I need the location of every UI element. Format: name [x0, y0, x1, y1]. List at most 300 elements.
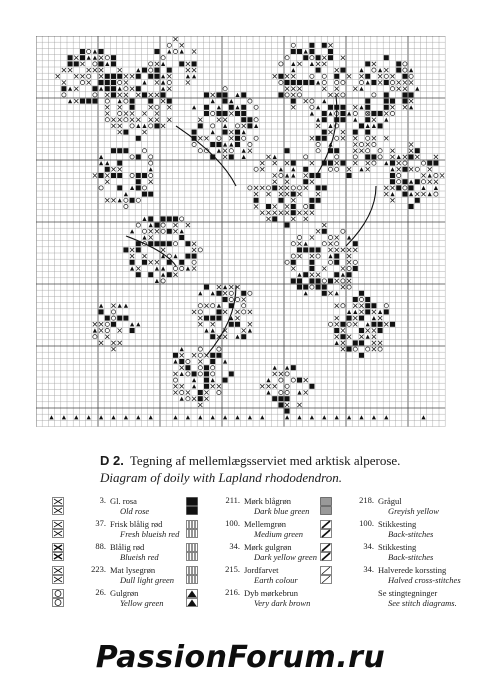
stitch-cross — [279, 186, 283, 190]
stitch-solid — [297, 247, 302, 252]
stitch-cross — [223, 291, 227, 295]
stitch-ring — [366, 347, 370, 351]
stitch-ring — [297, 93, 301, 97]
stitch-triangle — [142, 124, 146, 128]
stitch-ring — [335, 155, 339, 159]
stitch-solid — [316, 55, 321, 60]
stitch-cross — [273, 161, 277, 165]
stitch-solid — [235, 322, 240, 327]
stitch-ring — [161, 223, 165, 227]
legend-label — [378, 496, 439, 516]
stitch-cross — [347, 254, 351, 258]
stitch-cross — [397, 161, 401, 165]
stitch-solid — [396, 68, 401, 73]
stitch-cross — [347, 74, 351, 78]
stitch-cross — [415, 192, 419, 196]
stitch-ring — [285, 56, 289, 60]
stitch-triangle — [304, 49, 308, 53]
stitch-cross — [285, 161, 289, 165]
stitch-ring — [248, 99, 252, 103]
stitch-ring — [322, 80, 326, 84]
stitch-ring — [186, 372, 190, 376]
stitch-solid — [210, 334, 215, 339]
legend-column — [52, 496, 187, 611]
stitch-triangle — [186, 266, 190, 270]
stitch-cross — [87, 80, 91, 84]
stitch-cross — [149, 118, 153, 122]
stitch-solid — [204, 365, 209, 370]
stitch-cross — [130, 87, 134, 91]
stitch-solid — [241, 105, 246, 110]
stitch-cross — [74, 74, 78, 78]
stitch-solid — [291, 365, 296, 370]
stitch-ring — [198, 347, 202, 351]
stitch-ring — [279, 173, 283, 177]
stitch-solid — [272, 185, 277, 190]
stitch-cross — [403, 80, 407, 84]
stitch-ring — [161, 56, 165, 60]
stitch-ring — [372, 142, 376, 146]
stitch-solid — [111, 148, 116, 153]
legend-swatch-icon — [52, 543, 64, 561]
stitch-cross — [304, 390, 308, 394]
stitch-ring — [291, 186, 295, 190]
stitch-cross — [335, 248, 339, 252]
stitch-cross — [353, 161, 357, 165]
stitch-solid — [204, 384, 209, 389]
stitch-solid — [390, 161, 395, 166]
stitch-cross — [310, 254, 314, 258]
stitch-ring — [297, 186, 301, 190]
stitch-solid — [223, 297, 228, 302]
stitch-solid — [142, 260, 147, 265]
stitch-solid — [384, 55, 389, 60]
stitch-triangle — [118, 99, 122, 103]
stitch-cross — [99, 56, 103, 60]
stitch-triangle — [421, 186, 425, 190]
stitch-solid — [334, 254, 339, 259]
stitch-triangle — [87, 415, 91, 419]
stitch-solid — [322, 291, 327, 296]
stitch-triangle — [99, 415, 103, 419]
stitch-cross — [273, 384, 277, 388]
stitch-cross — [266, 192, 270, 196]
stitch-cross — [260, 384, 264, 388]
stitch-cross — [167, 118, 171, 122]
stitch-ring — [124, 204, 128, 208]
stitch-solid — [384, 92, 389, 97]
legend-item — [186, 542, 321, 565]
stitch-cross — [341, 248, 345, 252]
stitch-solid — [309, 384, 314, 389]
stitch-cross — [192, 49, 196, 53]
stitch-triangle — [297, 390, 301, 394]
stitch-solid — [316, 68, 321, 73]
legend-label — [244, 565, 298, 585]
legend — [52, 496, 462, 611]
stitch-ring — [328, 260, 332, 264]
stitch-ring — [167, 43, 171, 47]
stitch-cross — [353, 248, 357, 252]
stitch-cross — [328, 43, 332, 47]
stitch-cross — [384, 111, 388, 115]
stitch-ring — [310, 99, 314, 103]
stitch-cross — [248, 149, 252, 153]
stitch-ring — [403, 186, 407, 190]
stitch-cross — [285, 403, 289, 407]
stitch-cross — [291, 266, 295, 270]
stitch-cross — [285, 180, 289, 184]
stitch-triangle — [353, 310, 357, 314]
stitch-solid — [192, 371, 197, 376]
stitch-triangle — [291, 167, 295, 171]
stitch-solid — [359, 291, 364, 296]
stitch-cross — [372, 341, 376, 345]
stitch-cross — [366, 111, 370, 115]
stitch-triangle — [186, 415, 190, 419]
stitch-solid — [105, 167, 110, 172]
stitch-ring — [180, 390, 184, 394]
stitch-cross — [335, 161, 339, 165]
stitch-cross — [304, 217, 308, 221]
legend-code: 100. — [225, 518, 240, 528]
stitch-triangle — [242, 149, 246, 153]
stitch-ring — [372, 68, 376, 72]
stitch-triangle — [136, 322, 140, 326]
stitch-ring — [217, 390, 221, 394]
stitch-ring — [335, 136, 339, 140]
stitch-solid — [148, 192, 153, 197]
stitch-solid — [210, 359, 215, 364]
stitch-triangle — [372, 316, 376, 320]
stitch-solid — [278, 92, 283, 97]
stitch-cross — [149, 235, 153, 239]
stitch-solid — [365, 297, 370, 302]
stitch-triangle — [124, 304, 128, 308]
stitch-ring — [211, 124, 215, 128]
stitch-cross — [111, 304, 115, 308]
legend-name-da: Mellemgrøn — [244, 519, 287, 529]
stitch-solid — [235, 142, 240, 147]
stitch-ring — [93, 62, 97, 66]
stitch-solid — [105, 74, 110, 79]
stitch-triangle — [304, 291, 308, 295]
stitch-cross — [99, 328, 103, 332]
stitch-cross — [56, 74, 60, 78]
legend-name-en: See stitch diagrams. — [388, 598, 457, 608]
stitch-solid — [74, 61, 79, 66]
stitch-cross — [279, 211, 283, 215]
stitch-cross — [328, 248, 332, 252]
legend-name-en: Medium green — [254, 529, 304, 539]
stitch-cross — [198, 136, 202, 140]
stitch-ring — [198, 372, 202, 376]
stitch-triangle — [204, 328, 208, 332]
stitch-ring — [87, 49, 91, 53]
stitch-triangle — [248, 415, 252, 419]
stitch-cross — [186, 62, 190, 66]
stitch-solid — [235, 136, 240, 141]
stitch-cross — [310, 211, 314, 215]
stitch-solid — [130, 260, 135, 265]
stitch-triangle — [434, 186, 438, 190]
stitch-triangle — [322, 99, 326, 103]
stitch-ring — [167, 80, 171, 84]
stitch-triangle — [304, 242, 308, 246]
stitch-cross — [390, 74, 394, 78]
stitch-ring — [198, 304, 202, 308]
stitch-cross — [273, 173, 277, 177]
stitch-triangle — [93, 49, 97, 53]
stitch-ring — [136, 198, 140, 202]
stitch-triangle — [211, 99, 215, 103]
stitch-solid — [161, 241, 166, 246]
legend-swatch-icon — [320, 497, 332, 515]
legend-name-da: Grågul — [378, 496, 402, 506]
stitch-solid — [167, 68, 172, 73]
stitch-cross — [111, 124, 115, 128]
stitch-solid — [309, 43, 314, 48]
stitch-solid — [185, 241, 190, 246]
stitch-triangle — [428, 192, 432, 196]
stitch-ring — [390, 87, 394, 91]
legend-name-da: Dyb mørkebrun — [244, 588, 299, 598]
stitch-solid — [322, 285, 327, 290]
stitch-ring — [310, 105, 314, 109]
cross-stitch-chart — [36, 36, 448, 432]
stitch-cross — [118, 93, 122, 97]
legend-column — [186, 496, 321, 611]
stitch-cross — [149, 105, 153, 109]
stitch-cross — [155, 62, 159, 66]
stitch-cross — [403, 87, 407, 91]
stitch-cross — [390, 198, 394, 202]
stitch-ring — [198, 149, 202, 153]
stitch-triangle — [235, 415, 239, 419]
stitch-ring — [105, 99, 109, 103]
stitch-solid — [154, 68, 159, 73]
stitch-ring — [217, 347, 221, 351]
stitch-ring — [149, 124, 153, 128]
caption — [100, 452, 460, 486]
stitch-cross — [304, 99, 308, 103]
stitch-triangle — [310, 415, 314, 419]
legend-column — [320, 495, 461, 611]
stitch-triangle — [397, 155, 401, 159]
legend-name-da: Mat lysegrøn — [110, 565, 156, 575]
stitch-cross — [223, 155, 227, 159]
stitch-cross — [118, 328, 122, 332]
legend-swatch-icon — [186, 520, 198, 538]
stitch-solid — [365, 99, 370, 104]
stitch-solid — [384, 309, 389, 314]
stitch-triangle — [217, 105, 221, 109]
stitch-solid — [179, 260, 184, 265]
stitch-solid — [347, 272, 352, 277]
stitch-cross — [372, 328, 376, 332]
stitch-ring — [248, 186, 252, 190]
stitch-cross — [211, 322, 215, 326]
stitch-ring — [235, 124, 239, 128]
stitch-ring — [105, 118, 109, 122]
stitch-ring — [341, 279, 345, 283]
stitch-ring — [291, 254, 295, 258]
stitch-solid — [117, 148, 122, 153]
stitch-ring — [372, 93, 376, 97]
stitch-cross — [353, 316, 357, 320]
stitch-cross — [74, 87, 78, 91]
legend-code: 211. — [225, 495, 240, 505]
stitch-triangle — [266, 390, 270, 394]
stitch-solid — [136, 74, 141, 79]
stitch-cross — [167, 87, 171, 91]
stitch-solid — [204, 371, 209, 376]
stitch-cross — [99, 74, 103, 78]
stitch-ring — [279, 80, 283, 84]
stitch-ring — [353, 260, 357, 264]
stitch-cross — [372, 335, 376, 339]
stitch-solid — [111, 322, 116, 327]
stitch-triangle — [335, 291, 339, 295]
stitch-triangle — [235, 105, 239, 109]
stitch-cross — [198, 359, 202, 363]
stitch-solid — [142, 192, 147, 197]
stitch-triangle — [136, 415, 140, 419]
legend-item — [52, 519, 187, 542]
stitch-cross — [384, 322, 388, 326]
stitch-solid — [347, 173, 352, 178]
stitch-triangle — [415, 87, 419, 91]
stitch-solid — [334, 148, 339, 153]
stitch-ring — [409, 74, 413, 78]
stitch-ring — [397, 180, 401, 184]
stitch-ring — [291, 378, 295, 382]
legend-item — [52, 496, 187, 519]
stitch-cross — [173, 384, 177, 388]
stitch-ring — [335, 242, 339, 246]
stitch-solid — [123, 316, 128, 321]
stitch-cross — [105, 111, 109, 115]
stitch-cross — [397, 167, 401, 171]
stitch-cross — [440, 173, 444, 177]
stitch-ring — [279, 62, 283, 66]
legend-name-en: Blueish red — [120, 552, 159, 562]
legend-swatch-icon — [320, 520, 332, 538]
stitch-solid — [154, 74, 159, 79]
stitch-ring — [359, 80, 363, 84]
stitch-ring — [372, 161, 376, 165]
stitch-solid — [130, 198, 135, 203]
stitch-cross — [118, 130, 122, 134]
stitch-cross — [403, 105, 407, 109]
stitch-solid — [148, 99, 153, 104]
stitch-cross — [403, 155, 407, 159]
stitch-solid — [409, 92, 414, 97]
stitch-ring — [62, 93, 66, 97]
stitch-solid — [396, 185, 401, 190]
stitch-triangle — [409, 105, 413, 109]
stitch-solid — [285, 148, 290, 153]
stitch-ring — [310, 74, 314, 78]
stitch-cross — [74, 56, 78, 60]
stitch-cross — [297, 403, 301, 407]
stitch-cross — [105, 198, 109, 202]
stitch-solid — [136, 185, 141, 190]
stitch-solid — [303, 80, 308, 85]
stitch-solid — [384, 80, 389, 85]
stitch-cross — [353, 105, 357, 109]
stitch-cross — [297, 62, 301, 66]
stitch-cross — [180, 366, 184, 370]
stitch-cross — [366, 328, 370, 332]
stitch-cross — [260, 167, 264, 171]
stitch-cross — [335, 68, 339, 72]
stitch-solid — [390, 179, 395, 184]
stitch-cross — [167, 105, 171, 109]
stitch-cross — [155, 118, 159, 122]
stitch-triangle — [173, 359, 177, 363]
stitch-solid — [229, 154, 234, 159]
stitch-ring — [149, 161, 153, 165]
stitch-solid — [136, 247, 141, 252]
stitch-triangle — [378, 68, 382, 72]
stitch-solid — [384, 105, 389, 110]
stitch-solid — [223, 378, 228, 383]
stitch-cross — [304, 378, 308, 382]
stitch-ring — [142, 149, 146, 153]
stitch-triangle — [366, 124, 370, 128]
stitch-ring — [316, 142, 320, 146]
stitch-cross — [142, 254, 146, 258]
stitch-solid — [204, 111, 209, 116]
stitch-solid — [80, 49, 85, 54]
stitch-cross — [155, 111, 159, 115]
stitch-triangle — [93, 328, 97, 332]
stitch-cross — [353, 304, 357, 308]
legend-item — [186, 519, 321, 542]
stitch-cross — [273, 372, 277, 376]
stitch-cross — [359, 74, 363, 78]
stitch-solid — [297, 278, 302, 283]
stitch-cross — [192, 353, 196, 357]
stitch-cross — [204, 397, 208, 401]
stitch-ring — [192, 260, 196, 264]
stitch-triangle — [242, 155, 246, 159]
stitch-triangle — [161, 80, 165, 84]
legend-code: 34. — [363, 541, 374, 551]
stitch-cross — [378, 316, 382, 320]
legend-label — [378, 588, 457, 608]
stitch-cross — [397, 87, 401, 91]
stitch-triangle — [167, 49, 171, 53]
stitch-triangle — [310, 111, 314, 115]
stitch-solid — [297, 378, 302, 383]
stitch-triangle — [316, 80, 320, 84]
legend-name-da: Halverede korssting — [378, 565, 447, 575]
stitch-cross — [254, 204, 258, 208]
stitch-triangle — [180, 372, 184, 376]
stitch-cross — [68, 68, 72, 72]
stitch-triangle — [359, 68, 363, 72]
stitch-ring — [217, 136, 221, 140]
stitch-cross — [390, 149, 394, 153]
stitch-solid — [235, 111, 240, 116]
stitch-solid — [340, 161, 345, 166]
stitch-triangle — [62, 415, 66, 419]
stitch-solid — [303, 272, 308, 277]
stitch-solid — [210, 142, 215, 147]
stitch-solid — [353, 266, 358, 271]
